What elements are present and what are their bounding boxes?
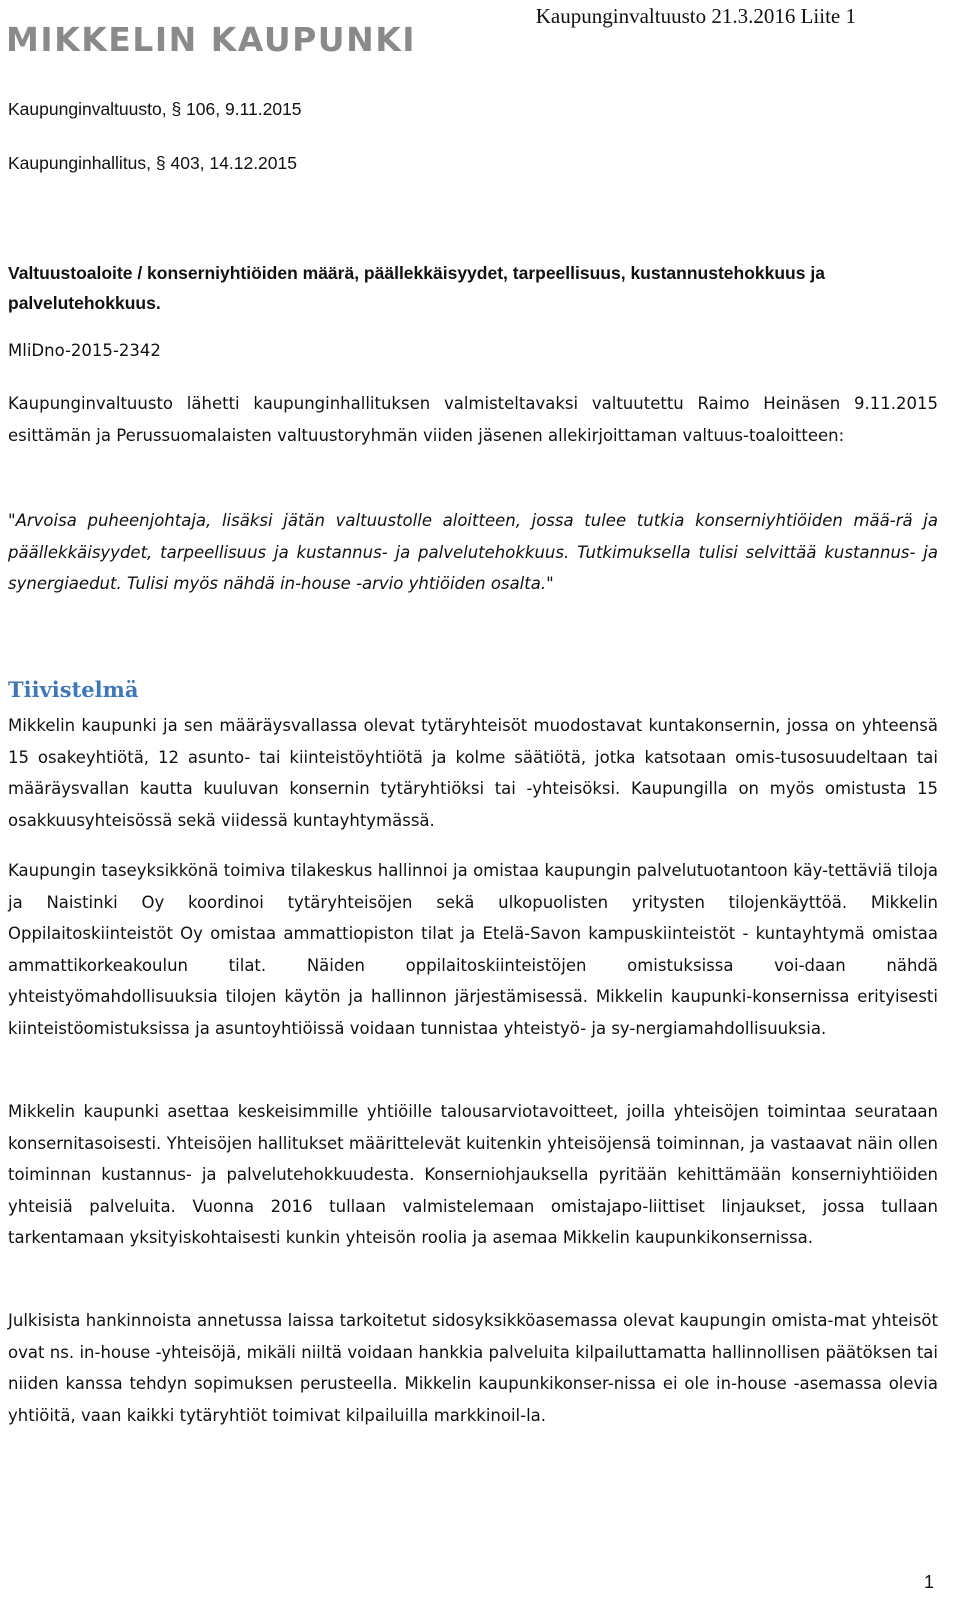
summary-paragraph-1: Mikkelin kaupunki ja sen määräysvallassa olevat tytäryhteisöt muodostavat kuntakonsernin, jossa on yhteensä 15 osakeyhtiötä, 12 asunto- tai kiinteistöyhtiötä ja kolme säätiötä, jotka katsotaan omis-tusosuudeltaan tai määräysvallan kautta kuuluvan konsernin tytäryhtiöksi tai -yhteisöksi. Kaupungilla on myös omistusta 15 osakkuusyhteisössä sekä viidessä kuntayhtymässä. <box>8 716 938 830</box>
document-number: MliDno-2015-2342 <box>8 341 161 360</box>
summary-heading: Tiivistelmä <box>8 677 139 702</box>
summary-paragraph-4: Julkisista hankinnoista annetussa laissa tarkoitetut sidosyksikköasemassa olevat kaupungin omista-mat yhteisöt ovat ns. in-house -yhteisöjä, mikäli niiltä voidaan hankkia palveluita kilpailuttamatta hallinnollisen päätöksen tai niiden kanssa tehdyn sopimuksen perusteella. Mikkelin kaupunkikonser-nissa ei ole in-house -asemassa olevia yhtiöitä, vaan kaikki tytäryhtiöt toimivat kilpailuilla markkinoil-la. <box>8 1311 938 1425</box>
meeting-attachment-note: Kaupunginvaltuusto 21.3.2016 Liite 1 <box>535 4 856 28</box>
intro-paragraph: Kaupunginvaltuusto lähetti kaupunginhallituksen valmisteltavaksi valtuutettu Raimo Heinäsen 9.11.2015 esittämän ja Perussuomalaisten valtuustoryhmän viiden jäsenen allekirjoittaman valtuus-toaloitteen: <box>8 394 938 445</box>
city-logo: MIKKELIN KAUPUNKI <box>6 20 417 59</box>
document-subject: Valtuustoaloite / konserniyhtiöiden määrä, päällekkäisyydet, tarpeellisuus, kustannustehokkuus ja palvelutehokkuus. <box>8 263 825 313</box>
summary-paragraph-2: Kaupungin taseyksikkönä toimiva tilakeskus hallinnoi ja omistaa kaupungin palvelutuotantoon käy-tettäviä tiloja ja Naistinki Oy koordinoi tytäryhteisöjen sekä ulkopuolisten yritysten tilojenkäyttöä. Mikkelin Oppilaitoskiinteistöt Oy omistaa ammattiopiston tilat ja Etelä-Savon kampuskiinteistöt - kuntayhtymä omistaa ammattikorkeakoulun tilat. Näiden oppilaitoskiinteistöjen omistuksissa voi-daan nähdä yhteistyömahdollisuuksia tilojen käytön ja hallinnon järjestämisessä. Mikkelin kaupunki-konsernissa erityisesti kiinteistöomistuksissa ja asuntoyhtiöissä voidaan tunnistaa yhteistyö- ja sy-nergiamahdollisuuksia. <box>8 861 938 1038</box>
council-reference: Kaupunginvaltuusto, § 106, 9.11.2015 <box>8 99 302 119</box>
summary-paragraph-3: Mikkelin kaupunki asettaa keskeisimmille yhtiöille talousarviotavoitteet, joilla yhteisöjen toimintaa seurataan konsernitasoisesti. Yhteisöjen hallitukset määrittelevät kuitenkin yhteisöjensä toiminnan, ja vastaavat näin ollen toiminnan kustannus- ja palvelutehokkuudesta. Konserniohjauksella pyritään kehittämään konserniyhtiöiden yhteisiä palveluita. Vuonna 2016 tullaan valmistelemaan omistajapo-liittiset linjaukset, jossa tullaan tarkentamaan yksityiskohtaisesti kunkin yhteisön roolia ja asemaa Mikkelin kaupunkikonsernissa. <box>8 1102 938 1247</box>
initiative-quote: "Arvoisa puheenjohtaja, lisäksi jätän valtuustolle aloitteen, jossa tulee tutkia konserniyhtiöiden mää-rä ja päällekkäisyydet, tarpeellisuus ja kustannus- ja palvelutehokkuus. Tutkimuksella tulisi selvittää kustannus- ja synergiaedut. Tulisi myös nähdä in-house -arvio yhtiöiden osalta." <box>8 511 938 593</box>
page-number: 1 <box>923 1572 934 1592</box>
board-reference: Kaupunginhallitus, § 403, 14.12.2015 <box>8 153 297 173</box>
